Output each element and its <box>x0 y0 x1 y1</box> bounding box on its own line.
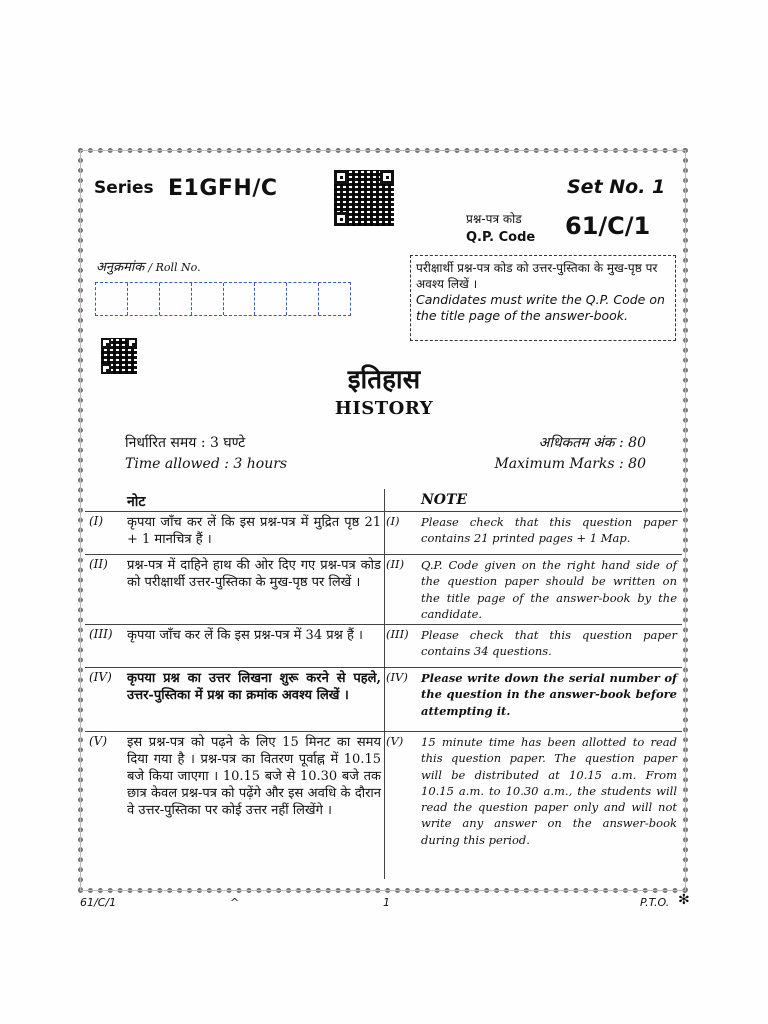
roll-label-english: / Roll No. <box>148 261 201 274</box>
note-row <box>85 667 682 731</box>
footer-qp-code: 61/C/1 <box>80 896 117 909</box>
note-number: (I) <box>386 514 400 528</box>
subject-title: HISTORY <box>334 398 434 419</box>
star-icon: ✻ <box>678 892 690 908</box>
note-row <box>85 554 682 624</box>
note-number: (II) <box>89 557 108 571</box>
page-number: 1 <box>383 896 390 909</box>
subject-title-hindi: इतिहास <box>347 365 421 395</box>
note-number: (V) <box>386 734 404 748</box>
roll-number-boxes[interactable] <box>95 282 351 316</box>
note-text-hindi: कृपया जाँच कर लें कि इस प्रश्न-पत्र में 34 प्रश्न हैं । <box>127 628 363 643</box>
note-number: (II) <box>386 557 405 571</box>
candidate-note-hindi: परीक्षार्थी प्रश्न-पत्र कोड को उत्तर-पुस्तिका के मुख-पृष्ठ पर अवश्य लिखें । <box>416 261 658 291</box>
note-text: Q.P. Code given on the right hand side of the question paper should be written on the title page of the answer-book by the candidate. <box>421 558 677 621</box>
note-row <box>85 624 682 667</box>
series-code: E1GFH/C <box>168 176 278 201</box>
note-text-hindi: प्रश्न-पत्र में दाहिने हाथ की ओर दिए गए प्रश्न-पत्र कोड को परीक्षार्थी उत्तर-पुस्तिका के मुख-पृष्ठ पर लिखें । <box>127 558 381 590</box>
pto-label: P.T.O. <box>640 896 670 909</box>
qp-code-label: Q.P. Code <box>466 230 536 245</box>
time-allowed: Time allowed : 3 hours <box>125 456 288 472</box>
notes-heading: NOTE <box>421 492 468 508</box>
max-marks: Maximum Marks : 80 <box>494 456 646 472</box>
footer-caret: ^ <box>230 896 240 909</box>
series-label: Series <box>94 178 154 198</box>
note-row <box>85 511 682 554</box>
candidate-instruction-box <box>410 255 676 341</box>
notes-table <box>85 489 682 871</box>
note-text: Please check that this question paper contains 21 printed pages + 1 Map. <box>421 515 677 546</box>
note-text: Please write down the serial number of the question in the answer-book before attempting it. <box>421 671 677 718</box>
roll-label-hindi: अनुक्रमांक <box>96 260 145 275</box>
candidate-note-english: Candidates must write the Q.P. Code on the title page of the answer-book. <box>416 292 665 323</box>
note-number: (V) <box>89 734 108 748</box>
note-number: (III) <box>89 627 113 641</box>
note-number: (IV) <box>89 670 112 684</box>
note-number: (I) <box>89 514 104 528</box>
note-number: (IV) <box>386 670 408 684</box>
qr-code-icon <box>334 170 394 226</box>
note-text-hindi: इस प्रश्न-पत्र को पढ़ने के लिए 15 मिनट का समय दिया गया है । प्रश्न-पत्र का वितरण पूर्वाह्न में 10.15 बजे किया जाएगा । 10.15 बजे से 10.30 बजे तक छात्र केवल प्रश्न-पत्र को पढ़ेंगे और इस अवधि के दौरान वे उत्तर-पुस्तिका पर कोई उत्तर नहीं लिखेंगे । <box>127 735 381 818</box>
note-number: (III) <box>386 627 409 641</box>
note-text: 15 minute time has been allotted to read this question paper. The question paper will be distributed at 10.15 a.m. From 10.15 a.m. to 10.30 a.m., the students will read the question paper only and will not write any answer on the answer-book during this period. <box>421 735 677 847</box>
qp-code-label-hindi: प्रश्न-पत्र कोड <box>466 212 522 226</box>
note-text-hindi: कृपया जाँच कर लें कि इस प्रश्न-पत्र में मुद्रित पृष्ठ 21 + 1 मानचित्र हैं । <box>127 515 381 547</box>
note-row <box>85 731 682 871</box>
note-text-hindi: कृपया प्रश्न का उत्तर लिखना शुरू करने से पहले, उत्तर-पुस्तिका में प्रश्न का क्रमांक अवश्य लिखें । <box>127 671 381 703</box>
notes-header <box>85 489 682 511</box>
notes-heading-hindi: नोट <box>127 494 146 510</box>
note-text: Please check that this question paper contains 34 questions. <box>421 628 677 659</box>
time-allowed-hindi: निर्धारित समय : 3 घण्टे <box>125 435 246 451</box>
roll-number-label <box>96 257 201 275</box>
max-marks-hindi: अधिकतम अंक : 80 <box>538 435 646 451</box>
set-number: Set No. 1 <box>567 176 666 198</box>
qp-code: 61/C/1 <box>565 212 651 240</box>
